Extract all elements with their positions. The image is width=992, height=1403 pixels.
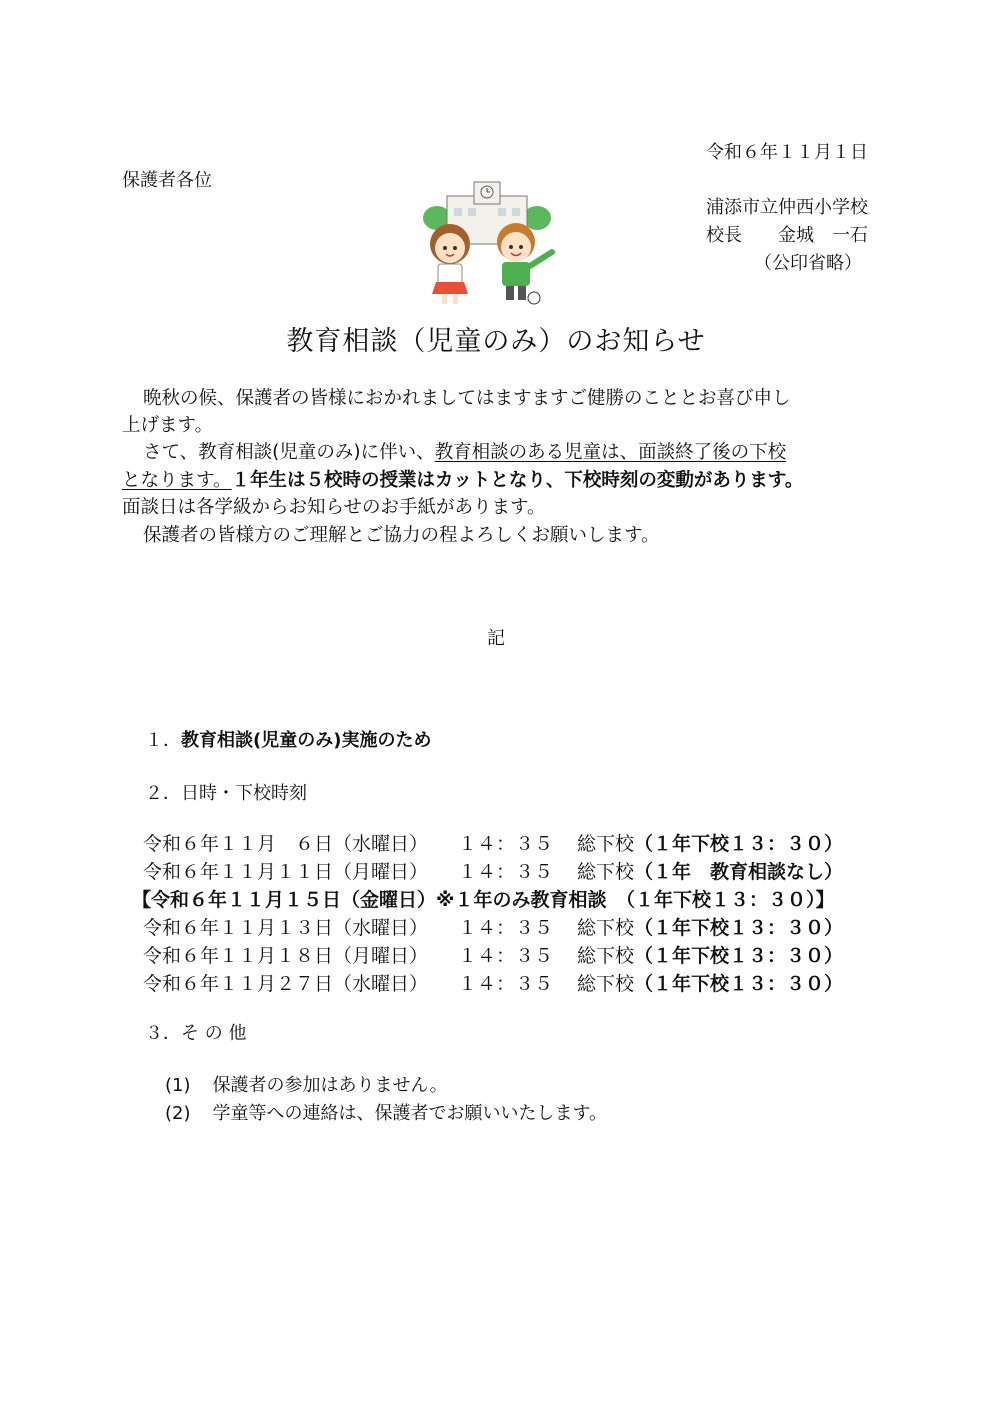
underlined-note: 教育相談のある児童は、面談終了後の下校: [434, 442, 787, 463]
item-3: ３．そ の 他: [145, 1023, 247, 1044]
body-paragraph-2: [143, 442, 786, 464]
schedule-row: [143, 861, 843, 884]
schedule-date: 令和６年１１月１３日（水曜日）: [143, 917, 429, 939]
item-2: ２．日時・下校時刻: [145, 783, 307, 804]
item-1: [145, 730, 431, 752]
schedule-row: [143, 945, 843, 968]
schedule-time: １４：３５: [458, 861, 554, 883]
schedule-row: [143, 917, 843, 940]
schedule-row: [143, 973, 843, 996]
other-item-2: [165, 1103, 607, 1125]
schedule-label: 総下校: [577, 833, 635, 855]
schedule-date: 令和６年１１月２７日（水曜日）: [143, 973, 429, 995]
body-paragraph-1-cont: 上げます。: [122, 415, 214, 436]
schedule-special-row: 【令和６年１１月１５日（金曜日）※１年のみ教育相談 （１年下校１３：３０）】: [132, 889, 835, 911]
schedule-time: １４：３５: [458, 973, 554, 995]
other-item-number: (2): [165, 1103, 191, 1124]
other-item-text: 学童等への連絡は、保護者でお願いいたします。: [212, 1103, 608, 1124]
schedule-time: １４：３５: [458, 833, 554, 855]
schedule-date: 令和６年１１月１１日（月曜日）: [143, 861, 429, 883]
schedule-label: 総下校: [577, 945, 635, 967]
other-item-number: (1): [165, 1075, 191, 1096]
schedule-note: （１年下校１３：３０）: [634, 945, 844, 967]
body-paragraph-2-lead: さて、教育相談(児童のみ)に伴い、: [143, 442, 435, 463]
body-paragraph-2-cont: [122, 470, 803, 492]
school-children-illustration: [412, 178, 562, 306]
schedule-date: 令和６年１１月 ６日（水曜日）: [143, 833, 429, 855]
other-item-1: [165, 1075, 448, 1097]
schedule-label: 総下校: [577, 973, 635, 995]
schedule-time: １４：３５: [458, 917, 554, 939]
first-grade-notice: １年生は５校時の授業はカットとなり、下校時刻の変動があります。: [231, 470, 804, 491]
schedule-label: 総下校: [577, 917, 635, 939]
page-title: 教育相談（児童のみ）のお知らせ: [286, 326, 706, 357]
closing-request: 保護者の皆様方のご理解とご協力の程よろしくお願いします。: [143, 525, 660, 546]
school-name: 浦添市立仲西小学校: [706, 197, 868, 218]
document-date: 令和６年１１月１日: [706, 142, 868, 163]
schedule-note: （１年 教育相談なし）: [634, 861, 844, 883]
underlined-note-end: となります。: [122, 470, 232, 491]
item-1-text: 教育相談(児童のみ)実施のため: [181, 730, 432, 751]
schedule-note: （１年下校１３：３０）: [634, 833, 844, 855]
addressee: 保護者各位: [122, 170, 212, 191]
ki-heading: 記: [487, 628, 505, 649]
item-1-number: １．: [145, 730, 181, 751]
seal-note: （公印省略）: [754, 253, 862, 274]
interview-date-note: 面談日は各学級からお知らせのお手紙があります。: [122, 497, 546, 518]
schedule-note: （１年下校１３：３０）: [634, 917, 844, 939]
schedule-label: 総下校: [577, 861, 635, 883]
schedule-date: 令和６年１１月１８日（月曜日）: [143, 945, 429, 967]
principal-name: 校長 金城 一石: [706, 225, 868, 246]
other-item-text: 保護者の参加はありません。: [212, 1075, 448, 1096]
schedule-note: （１年下校１３：３０）: [634, 973, 844, 995]
body-paragraph-1: 晩秋の候、保護者の皆様におかれましてはますますご健勝のこととお喜び申し: [143, 388, 791, 409]
schedule-time: １４：３５: [458, 945, 554, 967]
schedule-row: [143, 833, 843, 856]
